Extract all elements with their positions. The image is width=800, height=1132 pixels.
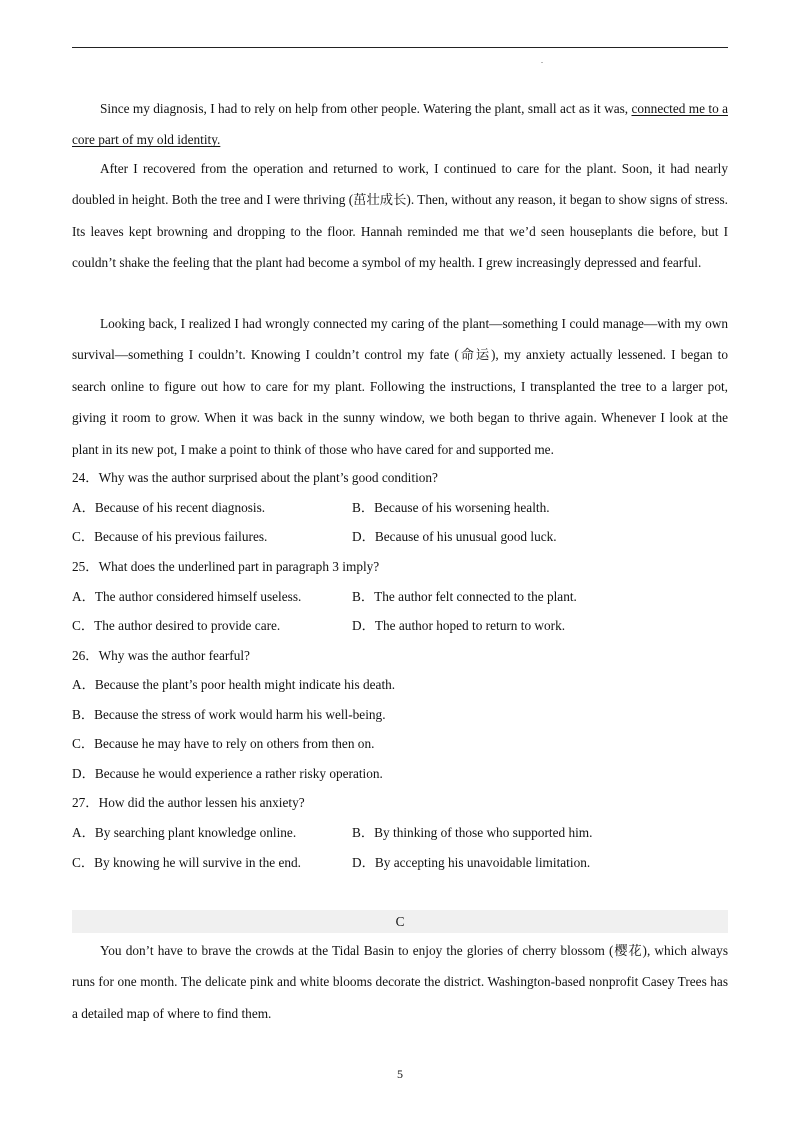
answer-option[interactable]: C．Because of his previous failures. [72, 529, 268, 544]
question-stem: 27．How did the author lessen his anxiety? [72, 795, 305, 810]
answer-option[interactable]: B．Because the stress of work would harm his well-being. [72, 707, 386, 722]
answer-option[interactable]: C．Because he may have to rely on others from then on. [72, 736, 375, 751]
answer-option[interactable]: C．By knowing he will survive in the end. [72, 855, 301, 870]
passage-paragraph [72, 935, 728, 1029]
header-mark: . [541, 56, 543, 65]
answer-option[interactable]: A．Because the plant’s poor health might indicate his death. [72, 677, 396, 692]
paragraph-text: Since my diagnosis, I had to rely on help from other people. Watering the plant, small act as it was, [100, 101, 629, 116]
section-heading: C [72, 910, 728, 933]
paragraph-text: You don’t have to brave the crowds at the Tidal Basin to enjoy the glories of cherry blossom (樱花), which always runs for one month. The delicate pink and white blooms decorate the district. Washington-based nonprofit Casey Trees has a detailed map of where to find them. [72, 943, 728, 1021]
answer-option[interactable]: A．The author considered himself useless. [72, 589, 302, 604]
answer-option[interactable]: D．Because of his unusual good luck. [352, 529, 557, 544]
page-number: 5 [397, 1067, 403, 1081]
answer-option[interactable]: D．By accepting his unavoidable limitation. [352, 855, 591, 870]
passage-paragraph [72, 93, 728, 156]
answer-option[interactable]: D．The author hoped to return to work. [352, 618, 566, 633]
underlined-phrase: connected me to a core part of my old identity. [72, 101, 728, 148]
answer-option[interactable]: A．Because of his recent diagnosis. [72, 500, 266, 515]
question-stem: 25．What does the underlined part in paragraph 3 imply? [72, 559, 380, 574]
answer-option[interactable]: B．The author felt connected to the plant. [352, 589, 577, 604]
answer-option[interactable]: D．Because he would experience a rather risky operation. [72, 766, 383, 781]
passage-paragraph [72, 308, 728, 465]
answer-option[interactable]: C．The author desired to provide care. [72, 618, 281, 633]
question-stem: 24．Why was the author surprised about the plant’s good condition? [72, 470, 438, 485]
paragraph-text: After I recovered from the operation and returned to work, I continued to care for the plant. Soon, it had nearly doubled in height. Both the tree and I were thriving (茁壮成长). Then, without any reason, it began to show signs of stress. Its leaves kept browning and dropping to the floor. Hannah reminded me that we’d seen houseplants die before, but I couldn’t shake the feeling that the plant had become a symbol of my health. I grew increasingly depressed and fearful. [72, 161, 728, 271]
answer-option[interactable]: B．By thinking of those who supported him. [352, 825, 593, 840]
answer-option[interactable]: A．By searching plant knowledge online. [72, 825, 297, 840]
header-rule [72, 47, 728, 48]
passage-paragraph [72, 153, 728, 279]
answer-option[interactable]: B．Because of his worsening health. [352, 500, 550, 515]
question-stem: 26．Why was the author fearful? [72, 648, 250, 663]
paragraph-text: Looking back, I realized I had wrongly connected my caring of the plant—something I could manage—with my own survival—something I couldn’t. Knowing I couldn’t control my fate (命运), my anxiety actually lessened. I began to search online to figure out how to care for my plant. Following the instructions, I transplanted the tree to a larger pot, giving it room to grow. When it was back in the sunny window, we both began to thrive again. Whenever I look at the plant in its new pot, I make a point to think of those who have cared for and supported me. [72, 316, 728, 457]
